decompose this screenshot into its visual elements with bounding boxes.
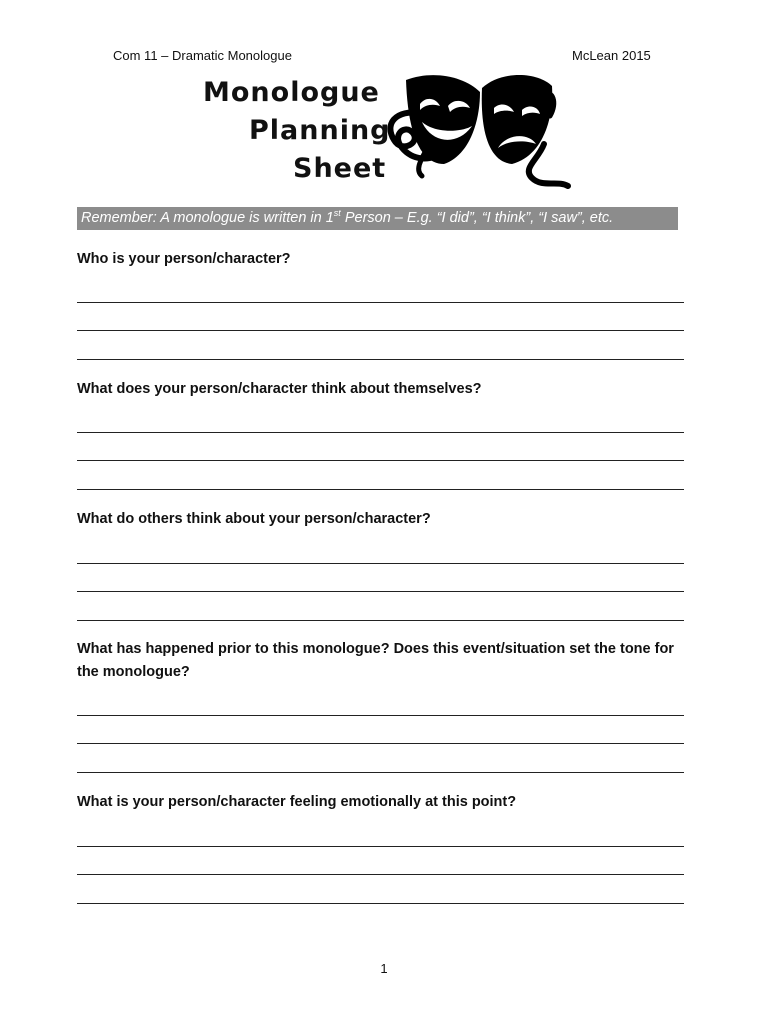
answer-line[interactable] [77, 715, 684, 716]
question-4: What has happened prior to this monologue? Does this event/situation set the tone for the monologue? [77, 641, 674, 680]
title-line-3: Sheet [293, 153, 387, 184]
answer-line[interactable] [77, 903, 684, 904]
answer-line[interactable] [77, 489, 684, 490]
answer-line[interactable] [77, 846, 684, 847]
question-2: What does your person/character think about themselves? [77, 381, 482, 397]
answer-line[interactable] [77, 302, 684, 303]
answer-line[interactable] [77, 359, 684, 360]
answer-line[interactable] [77, 563, 684, 564]
question-3: What do others think about your person/character? [77, 511, 431, 527]
answer-line[interactable] [77, 620, 684, 621]
question-1: Who is your person/character? [77, 251, 291, 267]
author-year-header: McLean 2015 [572, 48, 651, 63]
answer-line[interactable] [77, 330, 684, 331]
answer-line[interactable] [77, 460, 684, 461]
answer-line[interactable] [77, 591, 684, 592]
title-line-1: Monologue [203, 77, 380, 108]
banner-text-prefix: Remember: A monologue is written in 1 [81, 210, 334, 226]
answer-line[interactable] [77, 772, 684, 773]
answer-line[interactable] [77, 874, 684, 875]
question-5: What is your person/character feeling emotionally at this point? [77, 794, 517, 810]
title-line-2: Planning [249, 115, 391, 146]
banner-superscript: st [333, 208, 341, 219]
theatre-masks-icon [372, 64, 576, 192]
banner-text-suffix: Person – E.g. “I did”, “I think”, “I saw”, etc. [340, 210, 614, 226]
course-header: Com 11 – Dramatic Monologue [113, 48, 292, 63]
page-number: 1 [380, 961, 388, 976]
answer-line[interactable] [77, 432, 684, 433]
answer-line[interactable] [77, 743, 684, 744]
reminder-banner [77, 207, 678, 230]
